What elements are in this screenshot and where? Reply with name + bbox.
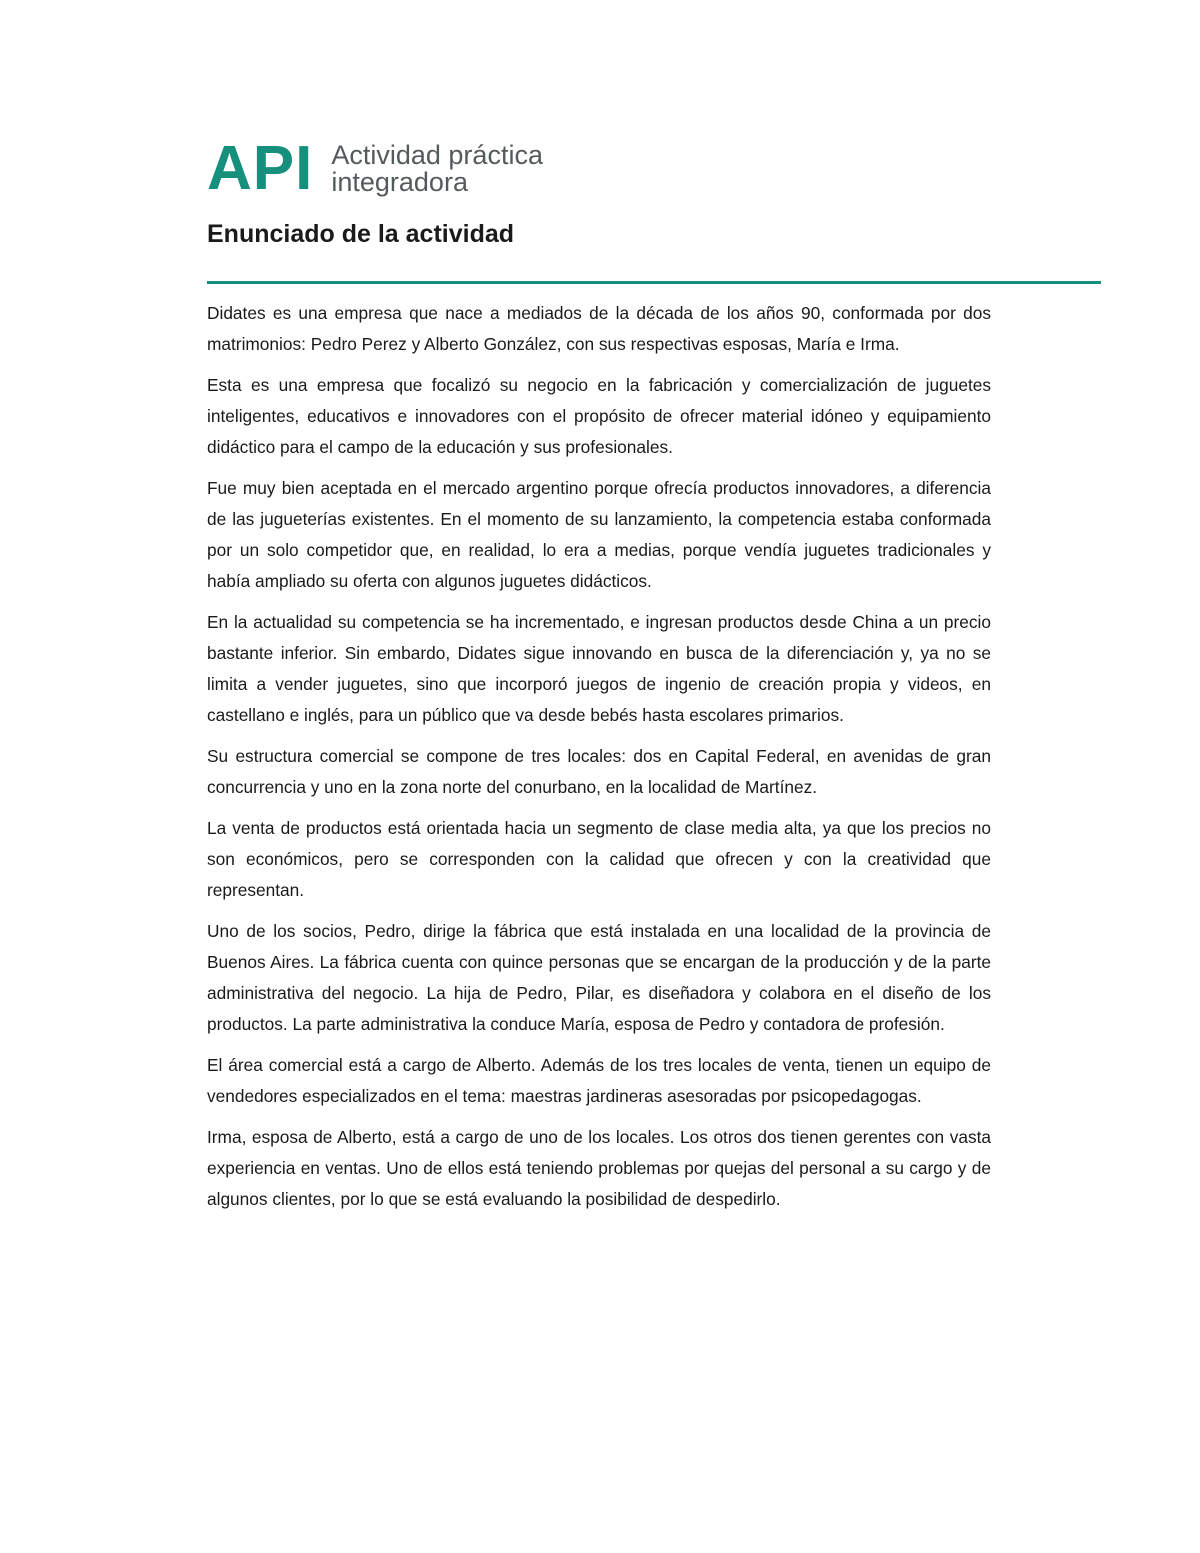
paragraph-2: Esta es una empresa que focalizó su negocio en la fabricación y comercialización de juguetes inteligentes, educativos e innovadores con el propósito de ofrecer material idóneo y equipamiento didáctico para el campo de la educación y sus profesionales. xyxy=(207,375,991,457)
paragraph-8: El área comercial está a cargo de Alberto. Además de los tres locales de venta, tienen un equipo de vendedores especializados en el tema: maestras jardineras asesoradas por psicopedagogas. xyxy=(207,1055,991,1106)
paragraph-4: En la actualidad su competencia se ha incrementado, e ingresan productos desde China a un precio bastante inferior. Sin embardo, Didates sigue innovando en busca de la diferenciación y, ya no se limita a vender juguetes, sino que incorporó juegos de ingenio de creación propia y videos, en castellano e inglés, para un público que va desde bebés hasta escolares primarios. xyxy=(207,612,991,725)
activity-statement xyxy=(207,298,991,1225)
paragraph-5: Su estructura comercial se compone de tres locales: dos en Capital Federal, en avenidas de gran concurrencia y uno en la zona norte del conurbano, en la localidad de Martínez. xyxy=(207,746,991,797)
page-title: Enunciado de la actividad xyxy=(207,220,515,248)
logo-subtitle-line-1: Actividad práctica xyxy=(331,140,543,170)
logo-subtitle xyxy=(331,142,543,196)
paragraph-6: La venta de productos está orientada hacia un segmento de clase media alta, ya que los precios no son económicos, pero se corresponden con la calidad que ofrecen y con la creatividad que representan. xyxy=(207,818,991,900)
paragraph-3: Fue muy bien aceptada en el mercado argentino porque ofrecía productos innovadores, a diferencia de las jugueterías existentes. En el momento de su lanzamiento, la competencia estaba conformada por un solo competidor que, en realidad, lo era a medias, porque vendía juguetes tradicionales y había ampliado su oferta con algunos juguetes didácticos. xyxy=(207,478,991,591)
logo-subtitle-line-2: integradora xyxy=(331,167,468,197)
api-logo xyxy=(207,134,543,203)
logo-mark: API xyxy=(207,134,314,203)
paragraph-1: Didates es una empresa que nace a mediados de la década de los años 90, conformada por dos matrimonios: Pedro Perez y Alberto González, con sus respectivas esposas, María e Irma. xyxy=(207,303,991,354)
paragraph-9: Irma, esposa de Alberto, está a cargo de uno de los locales. Los otros dos tienen gerentes con vasta experiencia en ventas. Uno de ellos está teniendo problemas por quejas del personal a su cargo y de algunos clientes, por lo que se está evaluando la posibilidad de despedirlo. xyxy=(207,1127,991,1209)
title-divider xyxy=(207,281,1101,284)
paragraph-7: Uno de los socios, Pedro, dirige la fábrica que está instalada en una localidad de la provincia de Buenos Aires. La fábrica cuenta con quince personas que se encargan de la producción y de la parte administrativa del negocio. La hija de Pedro, Pilar, es diseñadora y colabora en el diseño de los productos. La parte administrativa la conduce María, esposa de Pedro y contadora de profesión. xyxy=(207,921,991,1034)
